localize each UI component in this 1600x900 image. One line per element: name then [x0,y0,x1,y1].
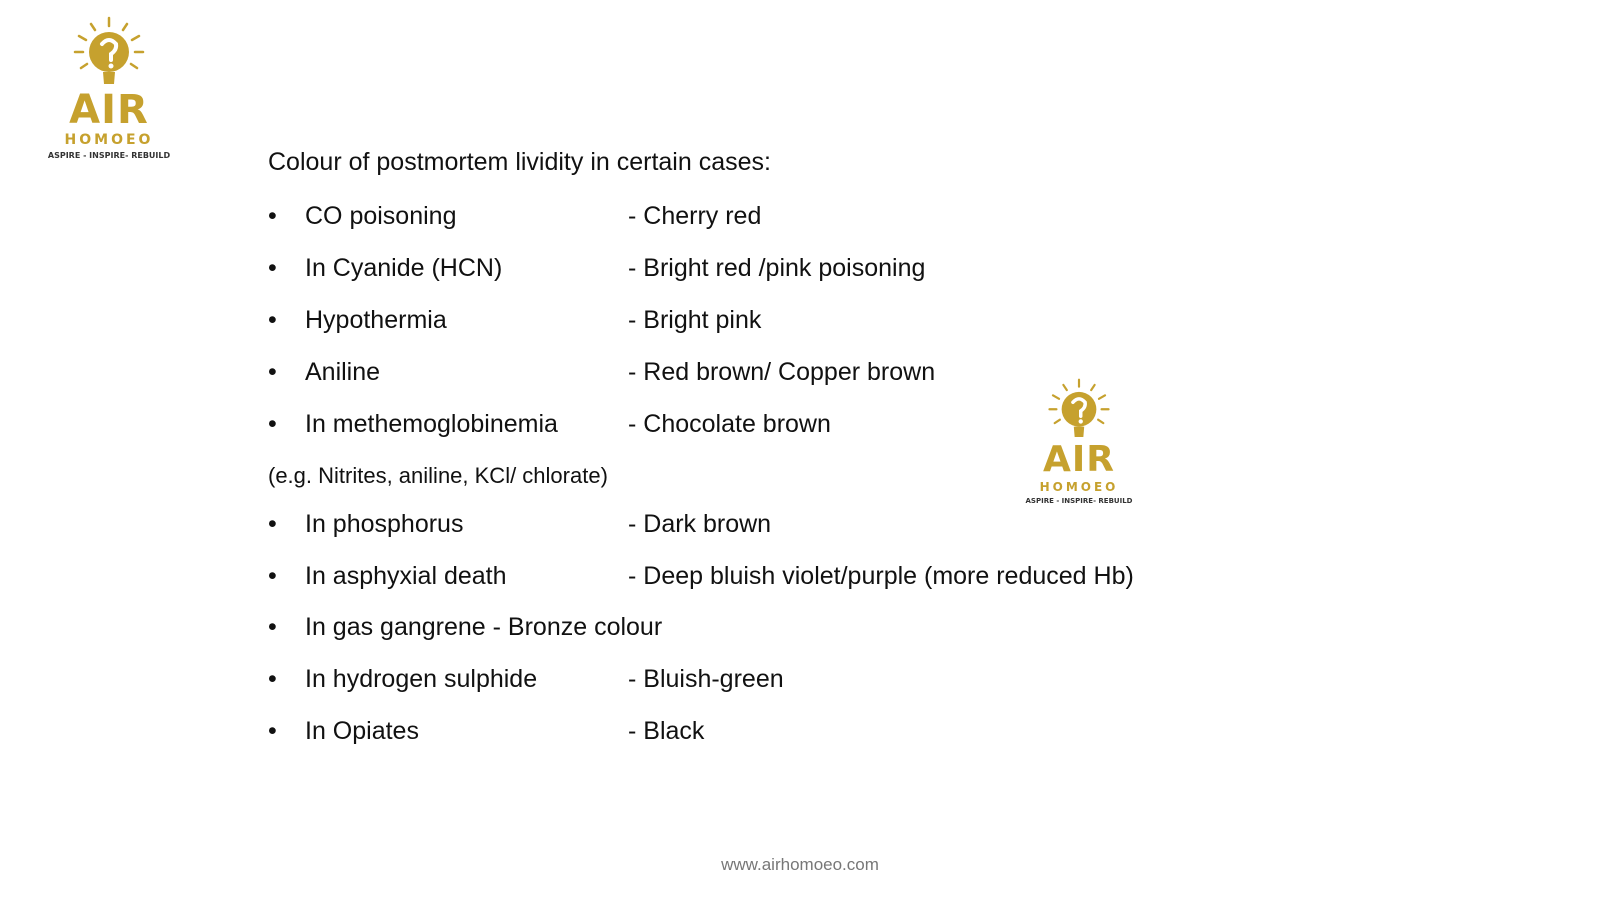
brand-tagline: ASPIRE - INSPIRE- REBUILD [1025,497,1133,505]
bullet-icon: • [268,510,277,538]
brand-tagline: ASPIRE - INSPIRE- REBUILD [47,151,171,160]
item-term: Aniline [305,358,381,386]
bullet-icon: • [268,410,277,438]
item-term: CO poisoning [305,202,457,230]
item-desc: - Dark brown [628,510,772,538]
item-desc: - Bright red /pink poisoning [628,254,926,282]
bullet-icon: • [268,254,277,282]
bullet-icon: • [268,665,277,693]
bullet-icon: • [268,202,277,230]
item-term: In Cyanide (HCN) [305,254,503,282]
bullet-icon: • [268,358,277,386]
item-desc: - Deep bluish violet/purple (more reduced Hb) [628,562,1134,590]
item-term: In gas gangrene - Bronze colour [305,613,663,641]
item-term: Hypothermia [305,306,447,334]
item-term: In phosphorus [305,510,464,538]
item-desc: - Bright pink [628,306,762,334]
brand-sub: HOMOEO [1039,480,1119,494]
lightbulb-logo-icon [69,16,149,92]
item-desc: - Bluish-green [628,665,784,693]
brand-logo [44,16,174,160]
item-desc: - Red brown/ Copper brown [628,358,936,386]
footer-url: www.airhomoeo.com [721,855,879,874]
item-term: In methemoglobinemia [305,410,558,438]
brand-name: AIR [1043,439,1115,480]
item-term: In hydrogen sulphide [305,665,538,693]
bullet-icon: • [268,613,277,641]
brand-sub: HOMOEO [64,132,154,148]
bullet-icon: • [268,562,277,590]
brand-name: AIR [69,87,149,133]
item-term: In Opiates [305,717,419,745]
lightbulb-logo-icon [1044,378,1114,444]
bullet-icon: • [268,717,277,745]
item-term: In asphyxial death [305,562,507,590]
brand-watermark-logo [1020,378,1138,505]
item-desc: - Cherry red [628,202,762,230]
item-desc: - Chocolate brown [628,410,831,438]
example-note: (e.g. Nitrites, aniline, KCl/ chlorate) [268,463,608,488]
item-desc: - Black [628,717,705,745]
slide-heading: Colour of postmortem lividity in certain cases: [268,148,771,176]
bullet-icon: • [268,306,277,334]
